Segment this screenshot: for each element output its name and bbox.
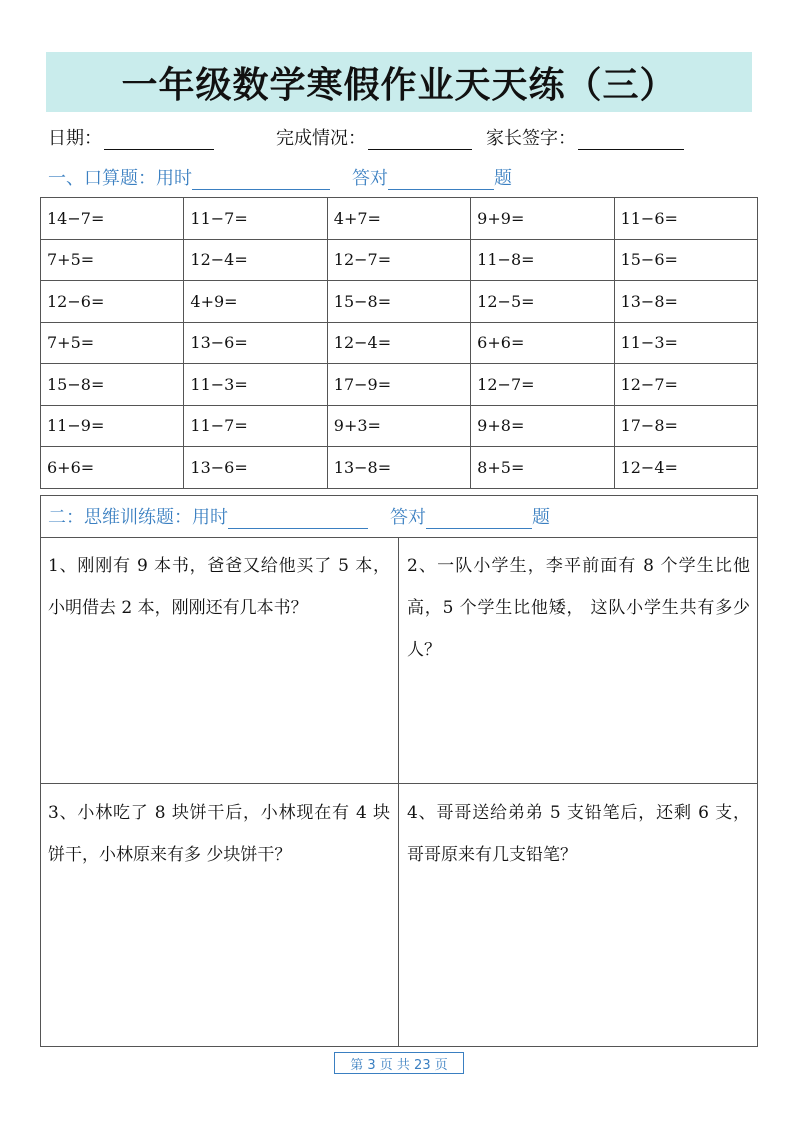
date-blank[interactable] bbox=[104, 129, 214, 150]
calc-cell: 6+6= bbox=[471, 322, 614, 364]
calc-cell: 7+5= bbox=[41, 239, 184, 281]
page-title: 一年级数学寒假作业天天练（三） bbox=[121, 64, 677, 106]
calc-cell: 11−3= bbox=[614, 322, 757, 364]
section2-time-blank[interactable] bbox=[228, 508, 368, 529]
date-field bbox=[48, 124, 214, 150]
completion-label: 完成情况： bbox=[276, 128, 366, 149]
calc-row bbox=[41, 239, 758, 281]
calc-cell: 7+5= bbox=[41, 322, 184, 364]
problem-2: 2、一队小学生，李平前面有 8 个学生比他高，5 个学生比他矮， 这队小学生共有多少人？ bbox=[399, 537, 758, 784]
problem-3: 3、小林吃了 8 块饼干后，小林现在有 4 块饼干，小林原来有多 少块饼干？ bbox=[40, 784, 399, 1047]
calc-cell: 15−8= bbox=[327, 281, 470, 323]
calc-cell: 12−4= bbox=[614, 447, 757, 489]
section1-label: 一、口算题：用时 bbox=[48, 168, 192, 189]
calc-cell: 12−6= bbox=[41, 281, 184, 323]
calc-cell: 15−8= bbox=[41, 364, 184, 406]
calc-cell: 12−4= bbox=[184, 239, 327, 281]
parent-sign-blank[interactable] bbox=[578, 129, 684, 150]
calc-cell: 12−5= bbox=[471, 281, 614, 323]
calc-cell: 8+5= bbox=[471, 447, 614, 489]
calc-cell: 12−7= bbox=[614, 364, 757, 406]
date-label: 日期： bbox=[48, 128, 102, 149]
completion-field bbox=[276, 124, 472, 150]
calc-cell: 13−8= bbox=[614, 281, 757, 323]
calc-cell: 11−9= bbox=[41, 405, 184, 447]
calc-cell: 14−7= bbox=[41, 198, 184, 240]
calc-row bbox=[41, 364, 758, 406]
section1-correct-label: 答对 bbox=[352, 168, 388, 189]
problem-1: 1、刚刚有 9 本书，爸爸又给他买了 5 本，小明借去 2 本，刚刚还有几本书？ bbox=[40, 537, 399, 784]
calc-cell: 15−6= bbox=[614, 239, 757, 281]
calc-cell: 9+8= bbox=[471, 405, 614, 447]
problem-grid bbox=[40, 537, 758, 1047]
section2-correct-label: 答对 bbox=[390, 507, 426, 528]
parent-sign-label: 家长签字： bbox=[486, 128, 576, 149]
calc-cell: 13−8= bbox=[327, 447, 470, 489]
calc-cell: 13−6= bbox=[184, 322, 327, 364]
calc-cell: 11−7= bbox=[184, 198, 327, 240]
calc-cell: 12−4= bbox=[327, 322, 470, 364]
calc-row bbox=[41, 405, 758, 447]
completion-blank[interactable] bbox=[368, 129, 472, 150]
calc-row bbox=[41, 322, 758, 364]
calc-cell: 11−7= bbox=[184, 405, 327, 447]
problem-4: 4、哥哥送给弟弟 5 支铅笔后，还剩 6 支，哥哥原来有几支铅笔？ bbox=[407, 803, 750, 865]
calc-cell: 11−8= bbox=[471, 239, 614, 281]
calc-cell: 13−6= bbox=[184, 447, 327, 489]
calc-row bbox=[41, 281, 758, 323]
calc-row bbox=[41, 198, 758, 240]
page-number-footer: 第 3 页 共 23 页 bbox=[334, 1052, 464, 1074]
oral-calc-table bbox=[40, 197, 758, 489]
section1-title bbox=[48, 164, 512, 190]
calc-row bbox=[41, 447, 758, 489]
calc-cell: 4+9= bbox=[184, 281, 327, 323]
section1-correct-blank[interactable] bbox=[388, 169, 494, 190]
calc-cell: 17−9= bbox=[327, 364, 470, 406]
calc-cell: 11−6= bbox=[614, 198, 757, 240]
calc-cell: 17−8= bbox=[614, 405, 757, 447]
calc-cell: 9+3= bbox=[327, 405, 470, 447]
section1-unit: 题 bbox=[494, 168, 512, 189]
calc-cell: 6+6= bbox=[41, 447, 184, 489]
section2-correct-blank[interactable] bbox=[426, 508, 532, 529]
section1-time-blank[interactable] bbox=[192, 169, 330, 190]
calc-cell: 4+7= bbox=[327, 198, 470, 240]
calc-cell: 9+9= bbox=[471, 198, 614, 240]
calc-cell: 11−3= bbox=[184, 364, 327, 406]
section2-label: 二：思维训练题：用时 bbox=[48, 507, 228, 528]
section2-title bbox=[48, 503, 550, 529]
info-row bbox=[48, 122, 748, 150]
title-banner bbox=[46, 52, 752, 112]
parent-sign-field bbox=[486, 124, 684, 150]
calc-cell: 12−7= bbox=[471, 364, 614, 406]
calc-cell: 12−7= bbox=[327, 239, 470, 281]
section2-unit: 题 bbox=[532, 507, 550, 528]
